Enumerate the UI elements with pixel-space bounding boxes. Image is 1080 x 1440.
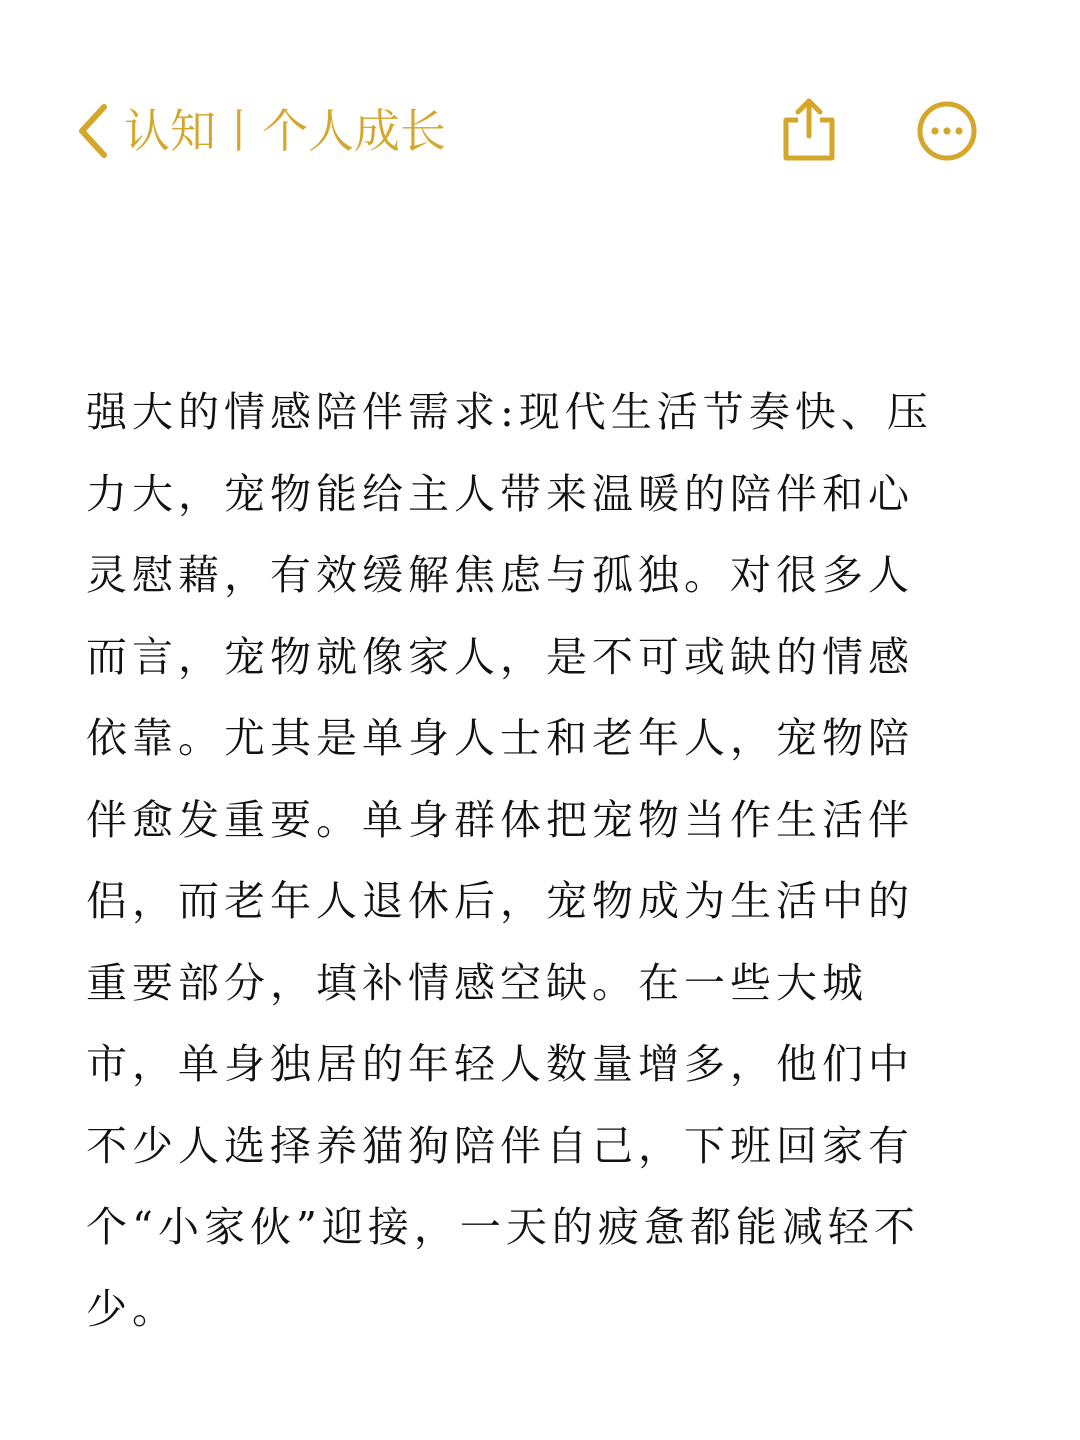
more-icon[interactable]	[916, 100, 978, 162]
chevron-left-icon	[74, 103, 112, 159]
top-navigation-bar	[0, 86, 1080, 176]
folder-title: 认知丨个人成长	[124, 104, 446, 158]
note-content	[86, 372, 956, 1350]
share-icon[interactable]	[780, 96, 838, 162]
note-body-text[interactable]: 强大的情感陪伴需求:现代生活节奏快、压力大，宠物能给主人带来温暖的陪伴和心灵慰藉，有效缓解焦虑与孤独。对很多人而言，宠物就像家人，是不可或缺的情感依靠。尤其是单身人士和老年人，宠物陪伴愈发重要。单身群体把宠物当作生活伴侣，而老年人退休后，宠物成为生活中的重要部分，填补情感空缺。在一些大城市，单身独居的年轻人数量增多，他们中不少人选择养猫狗陪伴自己，下班回家有个“小家伙”迎接，一天的疲惫都能减轻不少。	[86, 388, 933, 1333]
back-button[interactable]	[74, 96, 446, 166]
